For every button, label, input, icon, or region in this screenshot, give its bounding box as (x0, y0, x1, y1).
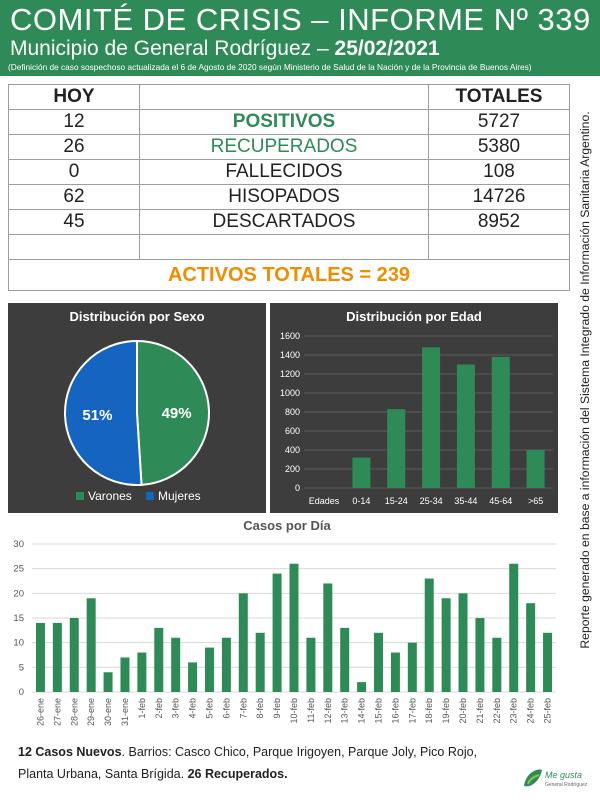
me-gusta-logo (520, 764, 590, 794)
x-tick-label: 7-feb (238, 698, 249, 719)
day-bar (53, 623, 62, 692)
x-tick-label: 31-ene (119, 698, 130, 727)
x-tick-label: 23-feb (508, 698, 519, 724)
x-tick-label: 26-ene (35, 698, 46, 727)
hoy-value: 26 (9, 135, 140, 160)
summary-row-positivos (9, 110, 570, 135)
day-bar (239, 593, 248, 692)
age-bar (422, 347, 440, 488)
summary-table (8, 84, 570, 291)
x-tick-label: 15-24 (384, 496, 408, 506)
legend-label: Mujeres (158, 489, 201, 503)
new-cases-text: 12 Casos Nuevos (18, 745, 122, 759)
x-tick-label: 11-feb (305, 698, 316, 723)
hoy-value: 12 (9, 110, 140, 135)
x-tick-label: 1-feb (136, 698, 147, 719)
day-bar (171, 638, 180, 692)
x-tick-label: 8-feb (255, 698, 266, 719)
y-tick-label: 30 (13, 539, 24, 550)
day-bar (509, 564, 518, 692)
day-bar (36, 623, 45, 692)
y-tick-label: 1000 (279, 388, 300, 398)
x-tick-label: 19-feb (441, 698, 452, 724)
age-chart-title: Distribución por Edad (346, 309, 482, 324)
summary-blank-row (9, 235, 570, 260)
day-bar (408, 643, 417, 692)
x-tick-label: 20-feb (458, 698, 469, 724)
total-value: 108 (429, 160, 570, 185)
report-title: COMITÉ DE CRISIS – INFORME Nº 339 (10, 2, 591, 37)
x-tick-label: 18-feb (424, 698, 435, 724)
sex-pie-chart (8, 303, 266, 513)
age-bar (352, 458, 370, 488)
total-value: 5380 (429, 135, 570, 160)
x-tick-label: 22-feb (491, 698, 502, 724)
y-tick-label: 1600 (279, 331, 300, 341)
y-tick-label: 600 (284, 426, 300, 436)
side-note-text: Reporte generado en base a información del Sistema Integrado de Información Sanitaria Argentino. (578, 111, 592, 649)
day-bar (222, 638, 231, 692)
x-tick-label: 4-feb (187, 698, 198, 719)
y-tick-label: 800 (284, 407, 300, 417)
report-date: 25/02/2021 (334, 37, 440, 60)
summary-row-recuperados (9, 135, 570, 160)
x-tick-label: 30-ene (103, 698, 114, 727)
y-tick-label: 1400 (279, 350, 300, 360)
blank-cell (140, 235, 429, 260)
y-tick-label: 400 (284, 445, 300, 455)
y-tick-label: 1200 (279, 369, 300, 379)
row-label: HISOPADOS (140, 185, 429, 210)
day-bar (391, 653, 400, 692)
day-bar (290, 564, 299, 692)
day-bar (543, 633, 552, 692)
report-subtitle (10, 37, 440, 61)
x-tick-label: 24-feb (525, 698, 536, 724)
x-tick-label: 10-feb (289, 698, 299, 724)
blank-cell (429, 235, 570, 260)
daily-cases-bar-chart (8, 515, 566, 737)
summary-row-fallecidos (9, 160, 570, 185)
x-tick-label: 6-feb (221, 698, 232, 719)
age-bar (527, 450, 545, 488)
sex-distribution-panel (8, 303, 266, 513)
row-label: RECUPERADOS (140, 135, 429, 160)
hoy-value: 0 (9, 160, 140, 185)
pie-label: 51% (82, 407, 113, 425)
legend-swatch (146, 492, 154, 500)
summary-row-hisopados (9, 185, 570, 210)
recovered-text: 26 Recuperados. (187, 767, 288, 781)
row-label: POSITIVOS (140, 110, 429, 135)
blank-cell (9, 235, 140, 260)
summary-row-descartados (9, 210, 570, 235)
report-header (0, 0, 600, 76)
age-bar (457, 365, 475, 489)
day-bar (374, 633, 383, 692)
total-value: 5727 (429, 110, 570, 135)
x-tick-label: 16-feb (390, 698, 401, 724)
y-tick-label: 0 (294, 483, 300, 493)
day-bar (70, 618, 79, 692)
logo-subtext: General Rodríguez (545, 782, 588, 788)
day-bar (442, 598, 451, 692)
age-bar (492, 357, 510, 488)
x-tick-label: 21-feb (474, 698, 485, 724)
x-tick-label: 25-feb (542, 698, 553, 724)
x-tick-label: 29-ene (86, 698, 97, 727)
legend-swatch (76, 492, 84, 500)
x-tick-label: 0-14 (352, 496, 371, 506)
x-axis-label: Edades (308, 496, 340, 506)
day-bar (104, 672, 113, 692)
pie-label: 49% (161, 404, 192, 422)
daily-chart-title: Casos por Día (243, 518, 331, 533)
barrios-text: . Barrios: Casco Chico, Parque Irigoyen, Parque Joly, Pico Rojo, Planta Urbana, Santa Brígida. (18, 745, 478, 781)
x-tick-label: 25-34 (419, 496, 443, 506)
activos-row (9, 260, 570, 291)
x-tick-label: 27-ene (52, 698, 63, 727)
day-bar (256, 633, 265, 692)
y-tick-label: 25 (13, 563, 24, 575)
age-bar-chart (270, 303, 558, 513)
hoy-header: HOY (9, 85, 140, 110)
logo-text: Me gusta (545, 770, 583, 780)
x-tick-label: >65 (527, 496, 544, 506)
day-bar (526, 603, 535, 692)
day-bar (306, 638, 315, 692)
row-label: FALLECIDOS (140, 160, 429, 185)
x-tick-label: 45-64 (489, 496, 513, 506)
x-tick-label: 9-feb (272, 698, 283, 719)
total-value: 14726 (429, 185, 570, 210)
row-label: DESCARTADOS (140, 210, 429, 235)
activos-totales: ACTIVOS TOTALES = 239 (9, 260, 570, 291)
x-tick-label: 5-feb (204, 698, 215, 719)
totales-header: TOTALES (429, 85, 570, 110)
x-tick-label: 13-feb (339, 698, 350, 724)
day-bar (492, 638, 501, 692)
summary-header-row (9, 85, 570, 110)
day-bar (120, 657, 129, 692)
day-bar (323, 583, 332, 692)
hoy-value: 62 (9, 185, 140, 210)
x-tick-label: 17-feb (407, 698, 418, 724)
day-bar (205, 648, 214, 692)
municipality-name: Municipio de General Rodríguez – (10, 37, 335, 60)
day-bar (188, 662, 197, 692)
age-distribution-panel (270, 303, 558, 513)
daily-cases-panel (8, 515, 566, 737)
day-bar (87, 598, 96, 692)
day-bar (475, 618, 484, 692)
x-tick-label: 14-feb (356, 698, 367, 724)
y-tick-label: 15 (13, 613, 24, 624)
y-tick-label: 200 (284, 464, 300, 474)
day-bar (459, 593, 468, 692)
day-bar (425, 579, 434, 692)
day-bar (273, 574, 282, 692)
day-bar (137, 653, 146, 692)
age-bar (387, 409, 405, 488)
y-tick-label: 10 (13, 637, 24, 649)
case-definition-note: (Definición de caso sospechoso actualizada el 6 de Agosto de 2020 según Ministerio de Salud de la Nación y de la Provincia de Buenos Aires) (8, 62, 532, 72)
sex-chart-title: Distribución por Sexo (69, 309, 205, 324)
y-tick-label: 5 (18, 662, 24, 674)
y-tick-label: 20 (13, 588, 24, 600)
x-tick-label: 3-feb (170, 698, 181, 719)
x-tick-label: 15-feb (373, 698, 384, 724)
day-bar (154, 628, 163, 692)
footer-summary (18, 741, 508, 785)
day-bar (357, 682, 366, 692)
x-tick-label: 35-44 (454, 496, 478, 506)
legend-label: Varones (88, 489, 132, 503)
y-tick-label: 0 (18, 687, 24, 698)
hoy-value: 45 (9, 210, 140, 235)
day-bar (340, 628, 349, 692)
x-tick-label: 12-feb (322, 698, 333, 724)
side-note (575, 85, 595, 675)
x-tick-label: 28-ene (69, 698, 80, 727)
total-value: 8952 (429, 210, 570, 235)
x-tick-label: 2-feb (153, 698, 164, 719)
empty-header (140, 85, 429, 110)
